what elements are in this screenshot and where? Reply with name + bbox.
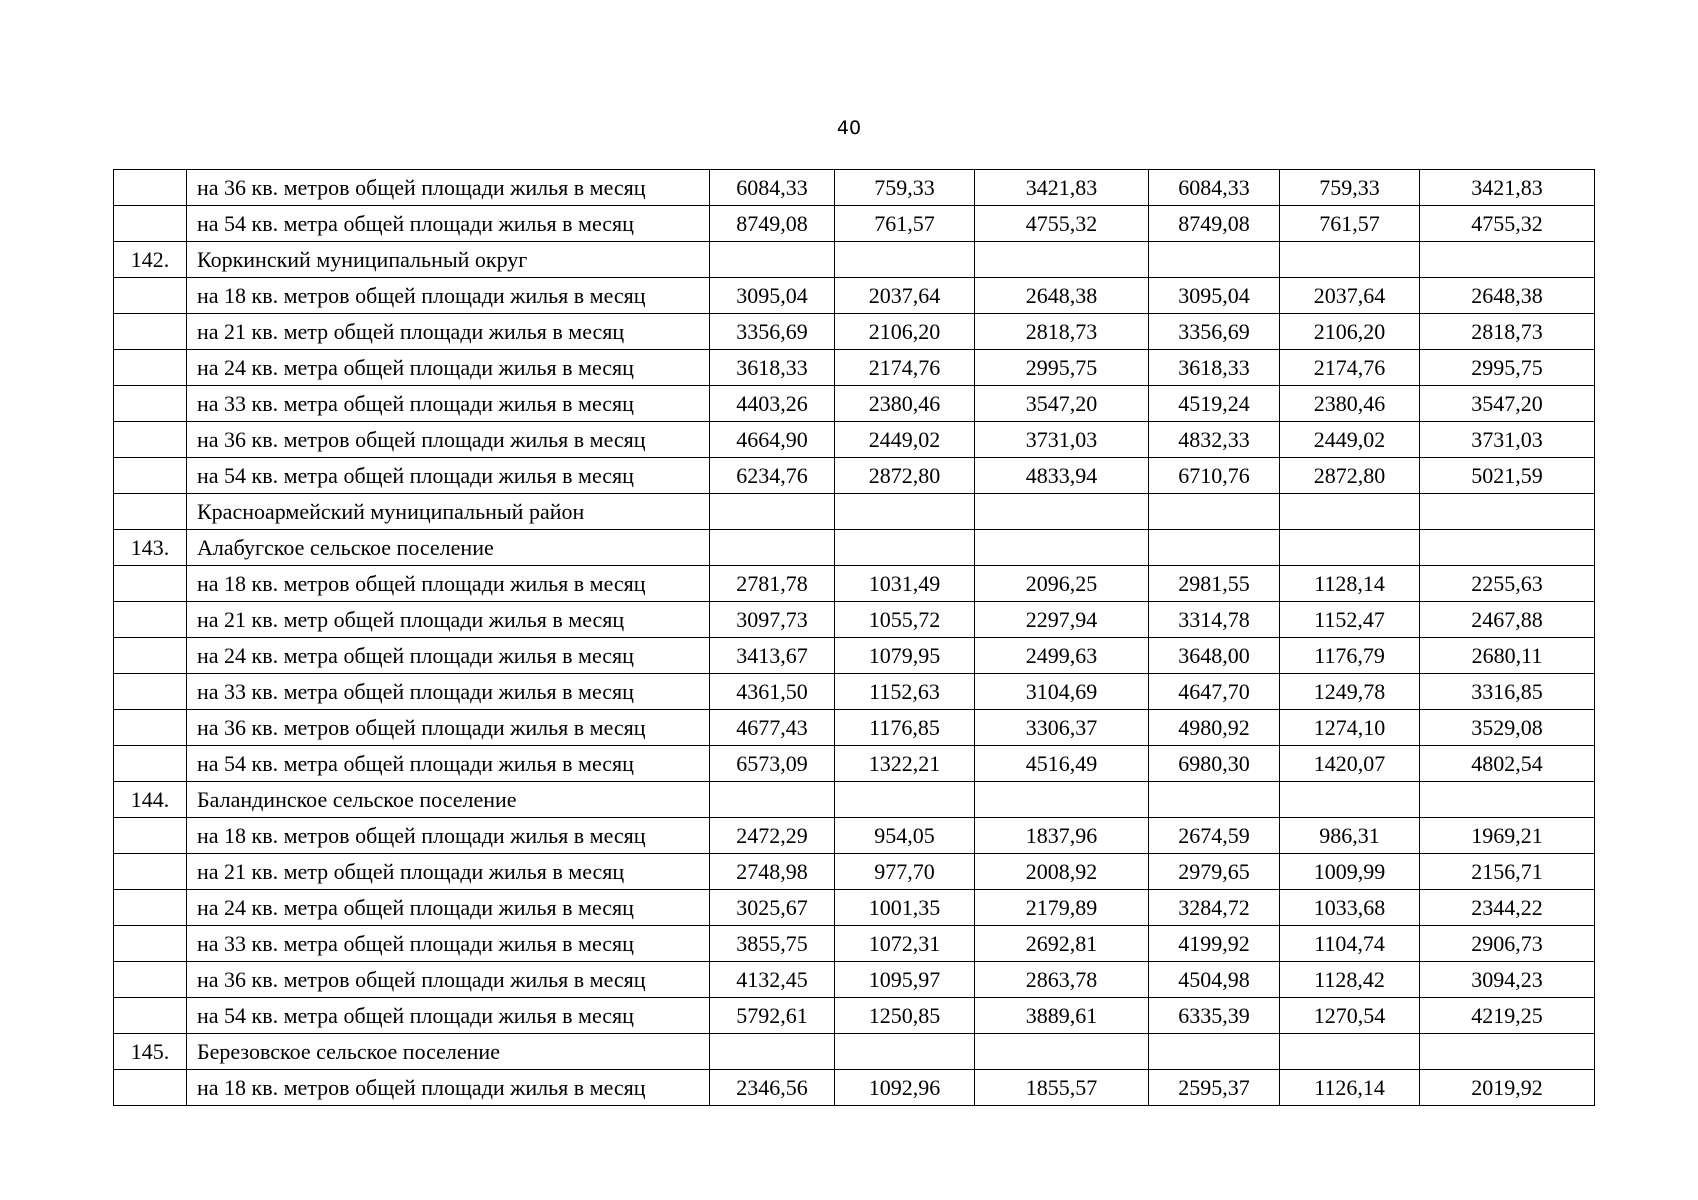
row-name-cell: Красноармейский муниципальный район [187, 494, 710, 530]
value-cell-2 [835, 782, 975, 818]
value-cell-1: 4132,45 [710, 962, 835, 998]
value-cell-3: 4833,94 [975, 458, 1149, 494]
value-cell-5: 2174,76 [1280, 350, 1420, 386]
value-cell-1: 2472,29 [710, 818, 835, 854]
row-number-cell [114, 746, 187, 782]
value-cell-2: 1095,97 [835, 962, 975, 998]
row-name-cell: на 18 кв. метров общей площади жилья в месяц [187, 566, 710, 602]
value-cell-1: 2781,78 [710, 566, 835, 602]
value-cell-5 [1280, 494, 1420, 530]
value-cell-6: 2818,73 [1420, 314, 1595, 350]
row-name-cell: на 33 кв. метра общей площади жилья в месяц [187, 386, 710, 422]
value-cell-6: 3094,23 [1420, 962, 1595, 998]
value-cell-2 [835, 242, 975, 278]
value-cell-3: 3306,37 [975, 710, 1149, 746]
value-cell-1: 4403,26 [710, 386, 835, 422]
table-row [114, 818, 1595, 854]
value-cell-5: 2872,80 [1280, 458, 1420, 494]
table-row [114, 242, 1595, 278]
value-cell-1: 8749,08 [710, 206, 835, 242]
row-number-cell: 144. [114, 782, 187, 818]
value-cell-2: 1250,85 [835, 998, 975, 1034]
row-name-cell: на 54 кв. метра общей площади жилья в месяц [187, 998, 710, 1034]
value-cell-3 [975, 494, 1149, 530]
tariff-table [113, 169, 1595, 1106]
value-cell-6: 3316,85 [1420, 674, 1595, 710]
value-cell-4: 4980,92 [1149, 710, 1280, 746]
value-cell-4: 6335,39 [1149, 998, 1280, 1034]
value-cell-6: 2467,88 [1420, 602, 1595, 638]
value-cell-2: 1152,63 [835, 674, 975, 710]
value-cell-4: 2981,55 [1149, 566, 1280, 602]
value-cell-1: 3097,73 [710, 602, 835, 638]
row-number-cell [114, 854, 187, 890]
value-cell-4: 8749,08 [1149, 206, 1280, 242]
value-cell-4: 3618,33 [1149, 350, 1280, 386]
row-name-cell: на 54 кв. метра общей площади жилья в месяц [187, 746, 710, 782]
value-cell-3: 3547,20 [975, 386, 1149, 422]
value-cell-3: 4755,32 [975, 206, 1149, 242]
row-number-cell [114, 386, 187, 422]
table-row [114, 314, 1595, 350]
row-name-cell: на 21 кв. метр общей площади жилья в месяц [187, 602, 710, 638]
row-name-cell: Баландинское сельское поселение [187, 782, 710, 818]
row-number-cell: 143. [114, 530, 187, 566]
value-cell-5: 1126,14 [1280, 1070, 1420, 1106]
value-cell-1: 4677,43 [710, 710, 835, 746]
value-cell-4: 3095,04 [1149, 278, 1280, 314]
row-name-cell: Алабугское сельское поселение [187, 530, 710, 566]
value-cell-4: 3356,69 [1149, 314, 1280, 350]
value-cell-4: 2979,65 [1149, 854, 1280, 890]
value-cell-3: 2179,89 [975, 890, 1149, 926]
table-body [114, 170, 1595, 1106]
value-cell-2: 1322,21 [835, 746, 975, 782]
value-cell-4: 2595,37 [1149, 1070, 1280, 1106]
value-cell-5: 1176,79 [1280, 638, 1420, 674]
row-number-cell [114, 998, 187, 1034]
value-cell-3 [975, 1034, 1149, 1070]
value-cell-4: 4199,92 [1149, 926, 1280, 962]
value-cell-5 [1280, 1034, 1420, 1070]
table-row [114, 890, 1595, 926]
row-name-cell: на 24 кв. метра общей площади жилья в месяц [187, 890, 710, 926]
value-cell-1: 3095,04 [710, 278, 835, 314]
value-cell-4: 4832,33 [1149, 422, 1280, 458]
value-cell-6: 4755,32 [1420, 206, 1595, 242]
row-name-cell: на 36 кв. метров общей площади жилья в месяц [187, 710, 710, 746]
value-cell-6: 3547,20 [1420, 386, 1595, 422]
value-cell-3: 2648,38 [975, 278, 1149, 314]
table-row [114, 782, 1595, 818]
row-name-cell: Коркинский муниципальный округ [187, 242, 710, 278]
value-cell-1 [710, 494, 835, 530]
value-cell-5: 2106,20 [1280, 314, 1420, 350]
value-cell-2: 2106,20 [835, 314, 975, 350]
table-row [114, 530, 1595, 566]
value-cell-3 [975, 530, 1149, 566]
value-cell-6: 2648,38 [1420, 278, 1595, 314]
table-row [114, 494, 1595, 530]
row-name-cell: на 21 кв. метр общей площади жилья в месяц [187, 314, 710, 350]
row-number-cell [114, 494, 187, 530]
value-cell-4: 6980,30 [1149, 746, 1280, 782]
row-number-cell [114, 818, 187, 854]
value-cell-1: 6234,76 [710, 458, 835, 494]
row-number-cell [114, 926, 187, 962]
value-cell-3: 1855,57 [975, 1070, 1149, 1106]
row-name-cell: на 21 кв. метр общей площади жилья в месяц [187, 854, 710, 890]
row-name-cell: на 36 кв. метров общей площади жилья в месяц [187, 422, 710, 458]
value-cell-6 [1420, 1034, 1595, 1070]
row-name-cell: на 18 кв. метров общей площади жилья в месяц [187, 818, 710, 854]
value-cell-2: 2449,02 [835, 422, 975, 458]
value-cell-1: 2748,98 [710, 854, 835, 890]
value-cell-6: 2344,22 [1420, 890, 1595, 926]
value-cell-4 [1149, 782, 1280, 818]
value-cell-6: 2156,71 [1420, 854, 1595, 890]
value-cell-6: 2995,75 [1420, 350, 1595, 386]
value-cell-6: 3421,83 [1420, 170, 1595, 206]
table-row [114, 206, 1595, 242]
table-row [114, 710, 1595, 746]
value-cell-3 [975, 242, 1149, 278]
value-cell-1: 6084,33 [710, 170, 835, 206]
value-cell-6: 2255,63 [1420, 566, 1595, 602]
row-number-cell [114, 962, 187, 998]
table-row [114, 638, 1595, 674]
value-cell-5: 1152,47 [1280, 602, 1420, 638]
value-cell-2: 1176,85 [835, 710, 975, 746]
value-cell-1: 3025,67 [710, 890, 835, 926]
value-cell-4: 6084,33 [1149, 170, 1280, 206]
value-cell-1: 3356,69 [710, 314, 835, 350]
value-cell-2 [835, 494, 975, 530]
value-cell-2: 1079,95 [835, 638, 975, 674]
value-cell-1: 3413,67 [710, 638, 835, 674]
row-number-cell [114, 638, 187, 674]
value-cell-2: 761,57 [835, 206, 975, 242]
value-cell-4: 3314,78 [1149, 602, 1280, 638]
value-cell-6: 4802,54 [1420, 746, 1595, 782]
value-cell-4: 2674,59 [1149, 818, 1280, 854]
value-cell-1 [710, 530, 835, 566]
table-row [114, 386, 1595, 422]
value-cell-3: 2297,94 [975, 602, 1149, 638]
row-number-cell [114, 674, 187, 710]
row-number-cell: 142. [114, 242, 187, 278]
table-row [114, 350, 1595, 386]
value-cell-2: 1092,96 [835, 1070, 975, 1106]
value-cell-5: 1009,99 [1280, 854, 1420, 890]
value-cell-4: 4519,24 [1149, 386, 1280, 422]
row-name-cell: на 54 кв. метра общей площади жилья в месяц [187, 206, 710, 242]
value-cell-1: 2346,56 [710, 1070, 835, 1106]
value-cell-6: 2906,73 [1420, 926, 1595, 962]
row-number-cell [114, 314, 187, 350]
table-row [114, 566, 1595, 602]
row-name-cell: на 18 кв. метров общей площади жилья в месяц [187, 278, 710, 314]
value-cell-1: 3618,33 [710, 350, 835, 386]
row-number-cell [114, 458, 187, 494]
value-cell-2 [835, 1034, 975, 1070]
value-cell-2: 1001,35 [835, 890, 975, 926]
value-cell-5: 759,33 [1280, 170, 1420, 206]
value-cell-4 [1149, 242, 1280, 278]
value-cell-2: 1072,31 [835, 926, 975, 962]
value-cell-4: 4504,98 [1149, 962, 1280, 998]
table-row [114, 278, 1595, 314]
value-cell-3: 2499,63 [975, 638, 1149, 674]
value-cell-5: 1420,07 [1280, 746, 1420, 782]
value-cell-5: 2037,64 [1280, 278, 1420, 314]
table-row [114, 746, 1595, 782]
table-row [114, 170, 1595, 206]
row-name-cell: на 24 кв. метра общей площади жилья в месяц [187, 638, 710, 674]
value-cell-6 [1420, 242, 1595, 278]
page-number: 40 [836, 117, 862, 139]
value-cell-5: 1033,68 [1280, 890, 1420, 926]
value-cell-1 [710, 782, 835, 818]
value-cell-4 [1149, 1034, 1280, 1070]
value-cell-3: 2692,81 [975, 926, 1149, 962]
value-cell-2: 954,05 [835, 818, 975, 854]
value-cell-5: 2449,02 [1280, 422, 1420, 458]
value-cell-1 [710, 242, 835, 278]
value-cell-5: 1128,42 [1280, 962, 1420, 998]
value-cell-3: 3731,03 [975, 422, 1149, 458]
table-row [114, 458, 1595, 494]
row-number-cell [114, 710, 187, 746]
value-cell-2: 977,70 [835, 854, 975, 890]
row-number-cell [114, 206, 187, 242]
value-cell-4: 3284,72 [1149, 890, 1280, 926]
value-cell-3: 2818,73 [975, 314, 1149, 350]
row-name-cell: на 36 кв. метров общей площади жилья в месяц [187, 962, 710, 998]
value-cell-1 [710, 1034, 835, 1070]
value-cell-2 [835, 530, 975, 566]
value-cell-3: 3104,69 [975, 674, 1149, 710]
table-row [114, 674, 1595, 710]
value-cell-5: 1274,10 [1280, 710, 1420, 746]
value-cell-2: 2872,80 [835, 458, 975, 494]
value-cell-5: 761,57 [1280, 206, 1420, 242]
value-cell-6: 4219,25 [1420, 998, 1595, 1034]
row-name-cell: Березовское сельское поселение [187, 1034, 710, 1070]
row-name-cell: на 36 кв. метров общей площади жилья в месяц [187, 170, 710, 206]
value-cell-5: 986,31 [1280, 818, 1420, 854]
row-number-cell [114, 566, 187, 602]
table-row [114, 854, 1595, 890]
value-cell-6: 2680,11 [1420, 638, 1595, 674]
value-cell-3 [975, 782, 1149, 818]
value-cell-4: 3648,00 [1149, 638, 1280, 674]
row-number-cell [114, 890, 187, 926]
table-row [114, 962, 1595, 998]
value-cell-4 [1149, 530, 1280, 566]
value-cell-5: 1270,54 [1280, 998, 1420, 1034]
value-cell-2: 2174,76 [835, 350, 975, 386]
value-cell-5: 1128,14 [1280, 566, 1420, 602]
value-cell-1: 3855,75 [710, 926, 835, 962]
value-cell-3: 2863,78 [975, 962, 1149, 998]
table-row [114, 602, 1595, 638]
value-cell-3: 1837,96 [975, 818, 1149, 854]
value-cell-6: 2019,92 [1420, 1070, 1595, 1106]
value-cell-2: 2037,64 [835, 278, 975, 314]
value-cell-1: 6573,09 [710, 746, 835, 782]
value-cell-3: 4516,49 [975, 746, 1149, 782]
row-number-cell [114, 422, 187, 458]
value-cell-2: 2380,46 [835, 386, 975, 422]
row-number-cell: 145. [114, 1034, 187, 1070]
row-number-cell [114, 602, 187, 638]
row-name-cell: на 33 кв. метра общей площади жилья в месяц [187, 926, 710, 962]
table-row [114, 1034, 1595, 1070]
table-row [114, 1070, 1595, 1106]
value-cell-5: 1104,74 [1280, 926, 1420, 962]
value-cell-3: 2096,25 [975, 566, 1149, 602]
value-cell-5: 2380,46 [1280, 386, 1420, 422]
value-cell-3: 2008,92 [975, 854, 1149, 890]
value-cell-5: 1249,78 [1280, 674, 1420, 710]
value-cell-6: 3529,08 [1420, 710, 1595, 746]
table-row [114, 926, 1595, 962]
value-cell-5 [1280, 530, 1420, 566]
value-cell-1: 4361,50 [710, 674, 835, 710]
value-cell-6: 5021,59 [1420, 458, 1595, 494]
value-cell-6 [1420, 530, 1595, 566]
row-name-cell: на 18 кв. метров общей площади жилья в месяц [187, 1070, 710, 1106]
value-cell-5 [1280, 782, 1420, 818]
row-number-cell [114, 1070, 187, 1106]
row-number-cell [114, 350, 187, 386]
value-cell-1: 5792,61 [710, 998, 835, 1034]
value-cell-6: 1969,21 [1420, 818, 1595, 854]
value-cell-2: 759,33 [835, 170, 975, 206]
table-row [114, 998, 1595, 1034]
value-cell-6 [1420, 494, 1595, 530]
value-cell-5 [1280, 242, 1420, 278]
row-name-cell: на 54 кв. метра общей площади жилья в месяц [187, 458, 710, 494]
value-cell-4 [1149, 494, 1280, 530]
row-name-cell: на 24 кв. метра общей площади жилья в месяц [187, 350, 710, 386]
row-number-cell [114, 170, 187, 206]
row-name-cell: на 33 кв. метра общей площади жилья в месяц [187, 674, 710, 710]
table-row [114, 422, 1595, 458]
value-cell-4: 6710,76 [1149, 458, 1280, 494]
value-cell-3: 3421,83 [975, 170, 1149, 206]
value-cell-4: 4647,70 [1149, 674, 1280, 710]
value-cell-1: 4664,90 [710, 422, 835, 458]
value-cell-2: 1055,72 [835, 602, 975, 638]
value-cell-6: 3731,03 [1420, 422, 1595, 458]
value-cell-3: 3889,61 [975, 998, 1149, 1034]
value-cell-2: 1031,49 [835, 566, 975, 602]
row-number-cell [114, 278, 187, 314]
value-cell-6 [1420, 782, 1595, 818]
value-cell-3: 2995,75 [975, 350, 1149, 386]
